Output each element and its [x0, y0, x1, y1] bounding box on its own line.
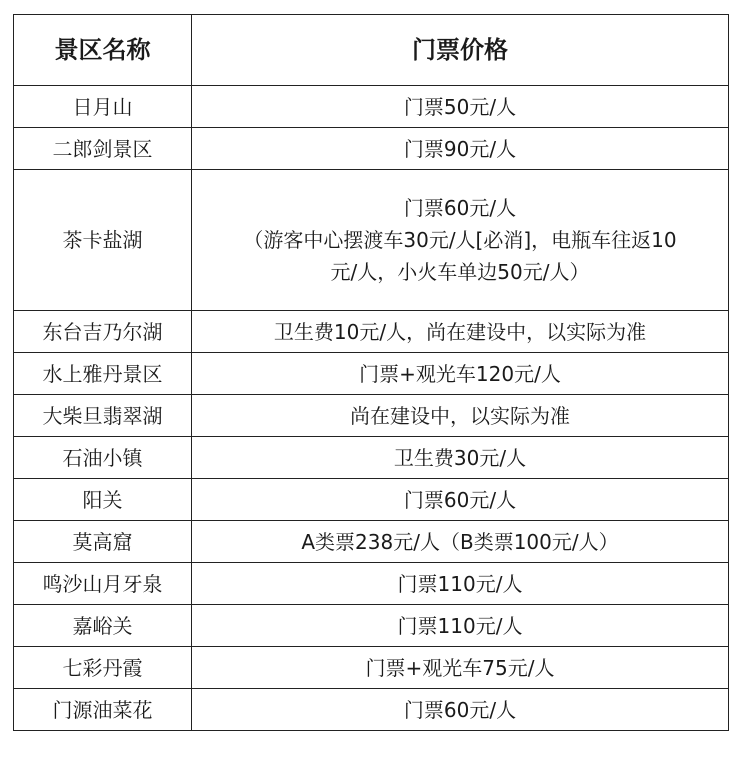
ticket-price-cell: 卫生费30元/人 — [192, 437, 729, 479]
header-ticket-price: 门票价格 — [192, 15, 729, 86]
ticket-price-cell: 门票+观光车120元/人 — [192, 353, 729, 395]
scenic-name-cell: 日月山 — [14, 86, 192, 128]
price-table-container — [13, 14, 728, 731]
ticket-price-cell: 门票+观光车75元/人 — [192, 647, 729, 689]
table-row — [14, 479, 729, 521]
scenic-name-cell: 七彩丹霞 — [14, 647, 192, 689]
header-scenic-name: 景区名称 — [14, 15, 192, 86]
table-row — [14, 353, 729, 395]
scenic-name-cell: 门源油菜花 — [14, 689, 192, 731]
ticket-price-cell: A类票238元/人（B类票100元/人） — [192, 521, 729, 563]
table-row — [14, 521, 729, 563]
table-row — [14, 86, 729, 128]
scenic-name-cell: 大柴旦翡翠湖 — [14, 395, 192, 437]
scenic-name-cell: 石油小镇 — [14, 437, 192, 479]
table-row — [14, 170, 729, 311]
ticket-price-cell: 门票90元/人 — [192, 128, 729, 170]
ticket-price-cell: 尚在建设中，以实际为准 — [192, 395, 729, 437]
table-row — [14, 311, 729, 353]
ticket-price-cell: 门票110元/人 — [192, 605, 729, 647]
table-row — [14, 647, 729, 689]
scenic-price-table — [13, 14, 729, 731]
scenic-name-cell: 茶卡盐湖 — [14, 170, 192, 311]
scenic-name-cell: 东台吉乃尔湖 — [14, 311, 192, 353]
table-row — [14, 563, 729, 605]
price-line: 门票60元/人 — [403, 196, 517, 220]
table-row — [14, 128, 729, 170]
scenic-name-cell: 水上雅丹景区 — [14, 353, 192, 395]
ticket-price-cell: 门票60元/人 — [192, 479, 729, 521]
scenic-name-cell: 嘉峪关 — [14, 605, 192, 647]
scenic-name-cell: 二郎剑景区 — [14, 128, 192, 170]
table-header-row — [14, 15, 729, 86]
ticket-price-cell — [192, 170, 729, 311]
ticket-price-cell: 卫生费10元/人，尚在建设中，以实际为准 — [192, 311, 729, 353]
price-line: （游客中心摆渡车30元/人[必消]，电瓶车往返10 — [243, 228, 677, 252]
scenic-name-cell: 鸣沙山月牙泉 — [14, 563, 192, 605]
ticket-price-cell: 门票50元/人 — [192, 86, 729, 128]
table-row — [14, 689, 729, 731]
price-line: 元/人，小火车单边50元/人） — [330, 260, 590, 284]
table-row — [14, 395, 729, 437]
table-row — [14, 605, 729, 647]
ticket-price-cell: 门票60元/人 — [192, 689, 729, 731]
scenic-name-cell: 阳关 — [14, 479, 192, 521]
scenic-name-cell: 莫高窟 — [14, 521, 192, 563]
ticket-price-cell: 门票110元/人 — [192, 563, 729, 605]
table-row — [14, 437, 729, 479]
